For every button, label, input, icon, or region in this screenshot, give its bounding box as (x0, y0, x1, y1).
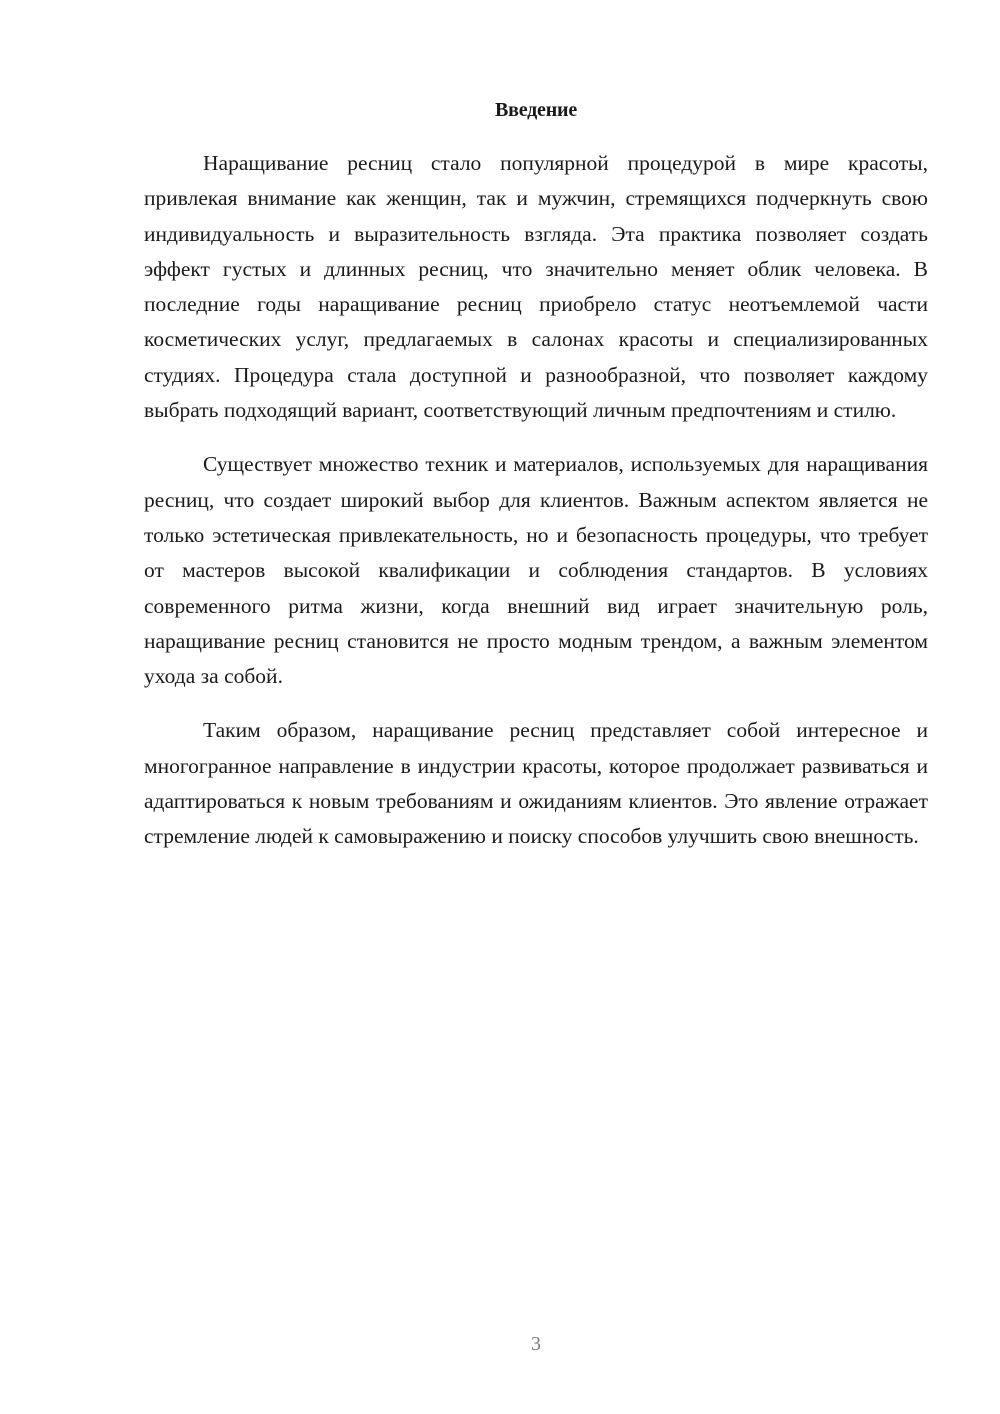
page-number: 3 (531, 1333, 541, 1355)
paragraph-2: Существует множество техник и материалов, используемых для наращивания ресниц, что создает широкий выбор для клиентов. Важным аспектом является не только эстетическая привлекательность, но и безопасность процедуры, что требует от мастеров высокой квалификации и соблюдения стандартов. В условиях современного ритма жизни, когда внешний вид играет значительную роль, наращивание ресниц становится не просто модным трендом, а важным элементом ухода за собой. (144, 452, 928, 689)
paragraph-3: Таким образом, наращивание ресниц представляет собой интересное и многогранное направление в индустрии красоты, которое продолжает развиваться и адаптироваться к новым требованиям и ожиданиям клиентов. Это явление отражает стремление людей к самовыражению и поиску способов улучшить свою внешность. (144, 718, 928, 849)
section-title: Введение (494, 99, 578, 121)
paragraph-1: Наращивание ресниц стало популярной процедурой в мире красоты, привлекая внимание как женщин, так и мужчин, стремящихся подчеркнуть свою индивидуальность и выразительность взгляда. Эта практика позволяет создать эффект густых и длинных ресниц, что значительно меняет облик человека. В последние годы наращивание ресниц приобрело статус неотъемлемой части косметических услуг, предлагаемых в салонах красоты и специализированных студиях. Процедура стала доступной и разнообразной, что позволяет каждому выбрать подходящий вариант, соответствующий личным предпочтениям и стилю. (144, 151, 928, 423)
document-body (144, 96, 928, 855)
